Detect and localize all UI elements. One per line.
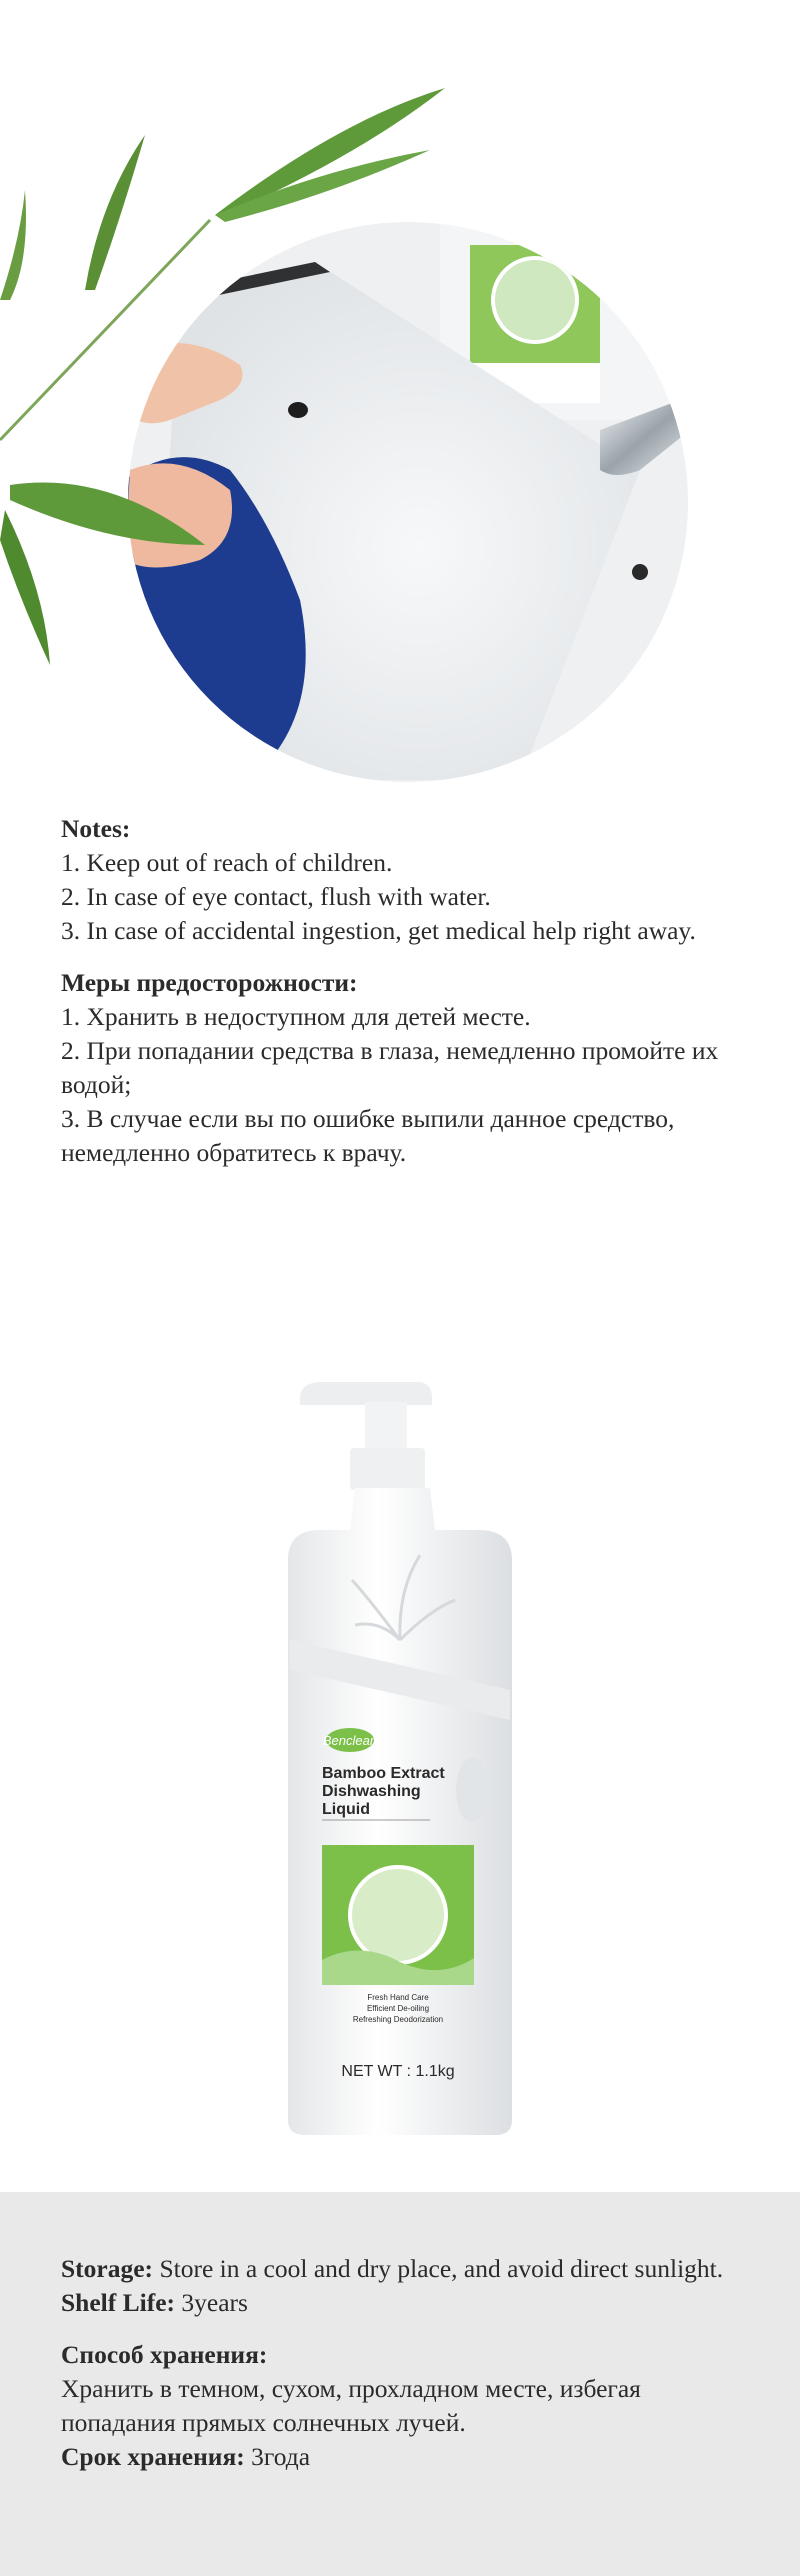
pump-head — [300, 1382, 432, 1490]
shelf-life-label: Shelf Life: — [61, 2288, 176, 2317]
feature-2: Efficient De-oiling — [366, 2004, 430, 2013]
dish-washing-photo — [120, 220, 700, 800]
storage-ru-text: Хранить в темном, сухом, прохладном месте, избегая попадания прямых солнечных лучей. — [61, 2374, 641, 2437]
shelf-life-ru-text: 3года — [244, 2442, 311, 2471]
notes-ru-heading: Меры предосторожности: — [61, 968, 358, 997]
notes-item: 3. In case of accidental ingestion, get medical help right away. — [61, 916, 696, 945]
shelf-life-ru-label: Срок хранения: — [61, 2442, 245, 2471]
feature-1: Fresh Hand Care — [367, 1993, 429, 2002]
notes-item: 1. Keep out of reach of children. — [61, 848, 393, 877]
hero-photo — [0, 0, 800, 800]
notes-ru-item: 3. В случае если вы по ошибке выпили данное средство, немедленно обратитесь к врачу. — [61, 1104, 675, 1167]
storage-text: Store in a cool and dry place, and avoid direct sunlight. — [153, 2254, 724, 2283]
brand-name: Benclean — [322, 1733, 378, 1748]
product-name-line2: Dishwashing — [322, 1783, 421, 1800]
net-weight: NET WT : 1.1kg — [341, 2063, 455, 2080]
storage-section — [61, 2252, 751, 2474]
notes-heading: Notes: — [61, 814, 131, 843]
notes-ru-item: 2. При попадании средства в глаза, немедленно промойте их водой; — [61, 1036, 719, 1099]
product-name-line3: Liquid — [322, 1801, 370, 1818]
notes-section — [61, 812, 751, 1170]
storage-ru-label: Способ хранения: — [61, 2340, 268, 2369]
storage-label: Storage: — [61, 2254, 154, 2283]
shelf-life-text: 3years — [175, 2288, 248, 2317]
notes-item: 2. In case of eye contact, flush with water. — [61, 882, 491, 911]
product-bottle-image — [0, 1240, 800, 2190]
product-name-line1: Bamboo Extract — [322, 1765, 445, 1782]
feature-3: Refreshing Deodorization — [352, 2015, 444, 2024]
notes-ru-item: 1. Хранить в недоступном для детей месте. — [61, 1002, 531, 1031]
